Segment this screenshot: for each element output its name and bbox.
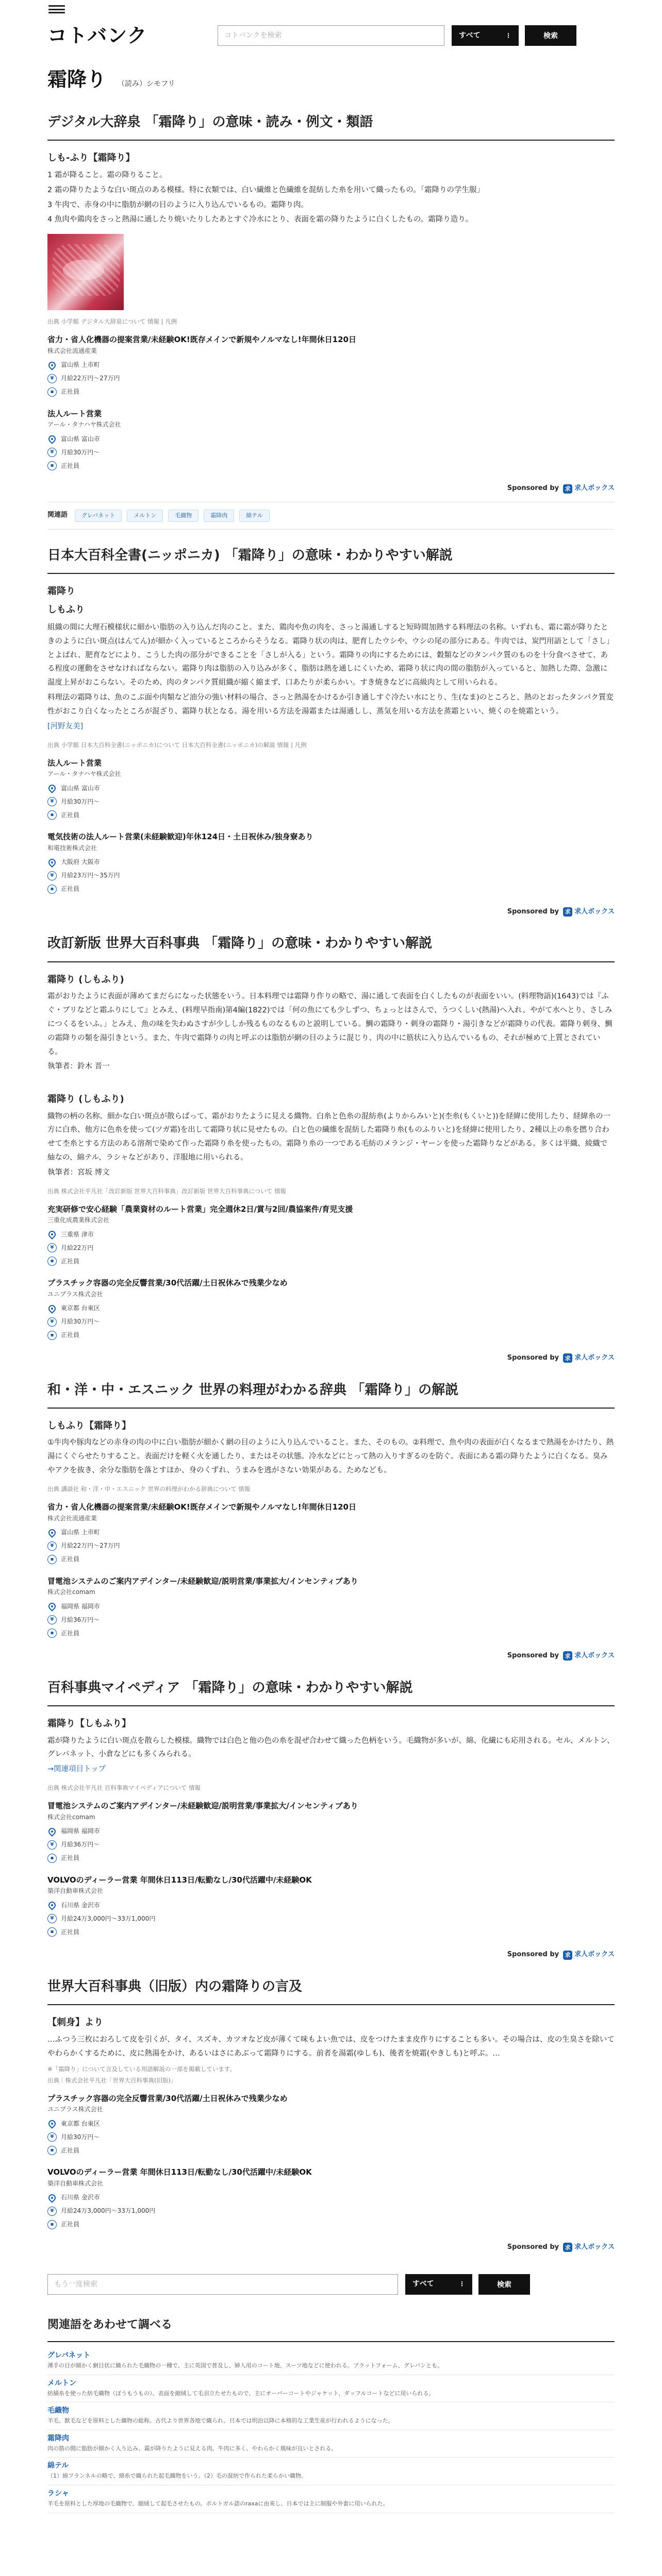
entry-headword: 霜降り【しもふり】	[47, 1718, 131, 1730]
salary-icon: ¥	[47, 1243, 57, 1252]
job-company: 株式会社comam	[47, 1813, 95, 1821]
job-type: 正社員	[61, 1928, 80, 1936]
entry-headword: しもふり【霜降り】	[47, 1420, 131, 1431]
job-location: 富山県 上市町	[61, 361, 100, 369]
job-title[interactable]: プラスチック容器の完全反響営業/30代活躍/土日祝休みで残業少なめ	[47, 2093, 288, 2103]
related-word-item[interactable]	[47, 2347, 615, 2375]
location-icon	[47, 1528, 57, 1538]
author: 執筆者：鈴木 晋一	[47, 1062, 110, 1071]
job-listing[interactable]	[47, 2166, 615, 2231]
source-meta: 出典 小学館 日本大百科全書(ニッポニカ)について 日本大百科全書(ニッポニカ)の解説 情報 | 凡例	[47, 741, 307, 749]
related-word-item[interactable]	[47, 2458, 615, 2485]
employment-icon: ▪	[47, 461, 57, 470]
related-word-link[interactable]: 霜降肉	[47, 2434, 69, 2443]
mention-note: ※「霜降り」について言及している用語解説の一部を掲載しています。	[47, 2065, 236, 2073]
salary-icon: ¥	[47, 1317, 57, 1327]
job-listing[interactable]	[47, 1501, 615, 1566]
related-word-item[interactable]	[47, 2485, 615, 2513]
section-title: 和・洋・中・エスニック 世界の料理がわかる辞典 「霜降り」の解説	[47, 1381, 615, 1409]
kaitei-section	[47, 934, 615, 1364]
sponsor-brand: 求人ボックス	[574, 1353, 615, 1362]
job-location: 大阪府 大阪市	[61, 858, 100, 866]
employment-icon: ▪	[47, 2146, 57, 2155]
definition-3: 3 牛肉で、赤身の中に脂肪が網の目のように入り込んでいるもの。霜降り肉。	[47, 200, 308, 209]
job-type: 正社員	[61, 388, 80, 396]
source-meta: 出典 講談社 和・洋・中・エスニック 世界の料理がわかる辞典について 情報	[47, 1485, 251, 1493]
related-label: 関連語	[47, 511, 68, 519]
site-logo[interactable]: コトバンク	[47, 24, 147, 47]
employment-icon: ▪	[47, 885, 57, 894]
location-icon	[47, 2193, 57, 2203]
related-chip[interactable]: 霜降肉	[204, 510, 234, 522]
job-location: 東京都 台東区	[61, 2120, 100, 2127]
related-word-link[interactable]: メルトン	[47, 2379, 76, 2387]
bottom-search-input[interactable]	[47, 2274, 398, 2295]
explanation-paragraph: 料理法の霜降りは、魚のこぶ面や肉類など油分の強い材料の場合、さっと熱湯をかけるか引き通しすぐ冷たい水にとり、生(なま)のところと、熱のとおったタンパク質変性がおこり白くなったところが混ざり、霜降り状となる。湯を用いる方法を湯霜または湯通しし、蒸気を用いる方法を蒸霜といい、焼くのを焼霜という。	[47, 693, 614, 716]
salary-icon: ¥	[47, 871, 57, 880]
location-icon	[47, 360, 57, 370]
employment-icon: ▪	[47, 1257, 57, 1266]
related-word-item[interactable]	[47, 2375, 615, 2403]
job-listing[interactable]	[47, 1204, 615, 1268]
chevron-down-icon: ⋮	[459, 2280, 465, 2287]
sponsored-label: Sponsored by	[507, 484, 559, 493]
salary-icon: ¥	[47, 2132, 57, 2142]
job-type: 正社員	[61, 1854, 80, 1862]
job-type: 正社員	[61, 1555, 80, 1563]
job-location: 東京都 台東区	[61, 1304, 100, 1312]
source-meta: 出典｜株式会社平凡社「世界大百科事典(旧版)」	[47, 2076, 177, 2084]
location-icon	[47, 1303, 57, 1314]
job-salary: 月給24万3,000円～33万1,000円	[61, 1914, 156, 1922]
explanation-paragraph: 組織の間に大理石模様状に細かい脂肪の入り込んだ肉のこと。また、鶏肉や魚の肉を、さっと湯通しすると短時間加熱する料理法の名称。いずれも、霜に霜が降りたときのように白い斑点(はんてん)が細かく入っているところからそうなる。霜降り状の肉は、肥育したウシや、ウシの尾の部分にある。牛肉では、炭門用語として「さし」とよばれ、肥育などにより、こうした肉の部分ができることを「さしが入る」という。霜降りの肉にするためには、穀類などのタンパク質のものを十分食べさせて、ある程度の運動をさせなければならない。霜降り肉は脂肪の入り込みが多く、脂肪は熱を通しにくいため、霜降り状に肉の間の脂肪が入っていると、加熱した際、急激に温度上昇がおこらない。そのため、肉のタンパク質組織が縮く縮まず、口あたりが柔らかい。すき焼きなどに高級肉として用いられる。	[47, 623, 614, 687]
job-type: 正社員	[61, 462, 80, 469]
job-type: 正社員	[61, 1629, 80, 1637]
location-icon	[47, 1229, 57, 1240]
definition-4: 4 魚肉や鶏肉をさっと熱湯に通したり焼いたりしたあとすぐ冷水にとり、表面を霜の降りたように白くしたもの。霜降り造り。	[47, 215, 473, 224]
salary-icon: ¥	[47, 1615, 57, 1624]
sponsor-brand: 求人ボックス	[574, 907, 615, 916]
employment-icon: ▪	[47, 1927, 57, 1937]
job-salary: 月給30万円～	[61, 1318, 100, 1326]
sponsor-brand: 求人ボックス	[574, 484, 615, 493]
job-location: 石川県 金沢市	[61, 2194, 100, 2201]
job-type: 正社員	[61, 885, 80, 893]
job-listing[interactable]	[47, 1800, 615, 1865]
salary-icon: ¥	[47, 2207, 57, 2216]
page-title: 霜降り	[47, 67, 107, 91]
job-company: 株式会社流通産業	[47, 347, 97, 354]
job-salary: 月給23万円～35万円	[61, 872, 120, 879]
job-location: 三重県 津市	[61, 1230, 94, 1238]
job-company: 株式会社comam	[47, 1588, 95, 1596]
marbled-meat-image[interactable]	[47, 234, 124, 310]
section-title: 改訂新版 世界大百科事典 「霜降り」の意味・わかりやすい解説	[47, 934, 615, 962]
related-chip[interactable]: グレバネット	[75, 510, 122, 522]
related-chip[interactable]: 毛織物	[168, 510, 198, 522]
sponsored-label: Sponsored by	[507, 1652, 559, 1660]
section-title: 百科事典マイペディア 「霜降り」の意味・わかりやすい解説	[47, 1679, 615, 1706]
sponsored-by[interactable]	[47, 1949, 615, 1961]
chevron-down-icon: ⋮	[505, 31, 511, 39]
location-icon	[47, 2119, 57, 2129]
explanation-paragraph: 霜が降りたように白い斑点を散らした模様。織物では白色と他の色の糸を混ぜ合わせて織った色柄をいう。毛織物が多いが、綿、化繊にも応用される。セル、メルトン、グレバネット、小倉などにも多くみられる。	[47, 1736, 615, 1759]
job-company: アール・タナハヤ株式会社	[47, 421, 121, 429]
job-title[interactable]: 電気技術の法人ルート営業(未経験歓迎)年休124日・土日祝休み/独身寮あり	[47, 832, 313, 842]
entry-headword: 霜降り	[47, 586, 75, 597]
sponsored-by[interactable]	[47, 483, 615, 495]
search-scope-select[interactable]	[452, 25, 519, 46]
related-word-desc: 薄手の目が細かく網目状に織られた毛織物の一種で、主に英国で普及し、婦人用のコート地、スーツ地などに使われる。プラットフォーム、グレバンとも。	[47, 2362, 443, 2369]
job-location: 富山県 上市町	[61, 1529, 100, 1536]
wayo-section	[47, 1381, 615, 1662]
job-company: 築洋自動車株式会社	[47, 2179, 104, 2187]
job-title[interactable]: 充実研修で安心経験「農業資材のルート営業」完全週休2日/賞与2回/農協案件/育児支援	[47, 1204, 353, 1214]
section-title: 日本大百科全書(ニッポニカ) 「霜降り」の意味・わかりやすい解説	[47, 546, 615, 574]
sponsored-label: Sponsored by	[507, 907, 559, 916]
entry-headword: 【刺身】より	[47, 2017, 103, 2028]
location-icon	[47, 783, 57, 793]
job-company: ユニプラス株式会社	[47, 1290, 103, 1298]
related-word-item[interactable]	[47, 2430, 615, 2458]
kyujinbox-logo-icon: 求	[563, 907, 572, 917]
entry-headword: 霜降り (しもふり)	[47, 974, 124, 985]
mypedia-section	[47, 1679, 615, 1961]
job-location: 石川県 金沢市	[61, 1901, 100, 1909]
salary-icon: ¥	[47, 374, 57, 383]
job-company: ユニプラス株式会社	[47, 2106, 103, 2113]
salary-icon: ¥	[47, 797, 57, 806]
employment-icon: ▪	[47, 1629, 57, 1638]
sponsored-by[interactable]	[47, 2242, 615, 2253]
author-link[interactable]: [河野友美]	[47, 722, 84, 731]
employment-icon: ▪	[47, 1854, 57, 1863]
salary-icon: ¥	[47, 448, 57, 457]
sponsored-label: Sponsored by	[507, 2243, 559, 2251]
definition-2: 2 霜の降りたような白い斑点のある模様。特に衣類では、白い繊維と色繊維を混紡した糸を用いて織ったもの。「霜降りの学生服」	[47, 185, 484, 194]
employment-icon: ▪	[47, 387, 57, 397]
job-location: 福岡県 福岡市	[61, 1602, 100, 1610]
menu-icon[interactable]	[47, 3, 66, 15]
bottom-search-scope-select[interactable]	[405, 2274, 472, 2295]
explanation-paragraph: 織物の柄の名称。細かな白い斑点が散らばって、霜がおりたように見える織物。白糸と色糸の混紡糸(よりからみいと)(杢糸(もくいと))を経緯に使用したり、経緯糸の一方に白糸、他方に色糸を使って(ツガ霜)を出して霜降り状に見せたもの。白と色の繊維を混紡した霜降り糸(ものふりいと)を経緯に使用したり、2種以上の糸を撚り合わせて杢糸とする方法のある溶剤で染めて作った霜降り糸を使ったもの。霜降り糸の一つである毛紡のメランジ・ヤーンを使った霜降りなどがある。多くは平織、綾織で紬なの、綿テル、ラシャなどがあり、洋服地に用いられる。	[47, 1112, 611, 1162]
entry-headword: 霜降り (しもふり)	[47, 1094, 124, 1105]
explanation-paragraph: ①牛肉や豚肉などの赤身の肉の中に白い脂肪が細かく網の目のように入り込んでいること。また、そのもの。②料理で、魚や肉の表面が白くなるまで熱湯をかけたり、熱湯にくぐらせたりすること。表面だけを軽く火を通したり、またはその状態。冷水などにとって熱の入りすぎるのを防ぐ。表面にある霜の降りたように白くなる。臭みやアクを抜き、余分な脂肪を落とすほか、身のくずれ、うまみを逃がさない効果がある。ためなども。	[47, 1438, 614, 1475]
job-listing[interactable]	[47, 831, 615, 896]
salary-icon: ¥	[47, 1840, 57, 1850]
entry-reading: しもふり	[47, 604, 85, 615]
source-meta: 出典 小学館 デジタル大辞泉について 情報 | 凡例	[47, 318, 177, 326]
job-salary: 月給30万円～	[61, 448, 100, 456]
term-reading: （読み）シモフリ	[118, 79, 175, 88]
related-word-desc: 紡績糸を使った紡毛織物（ぼうもうもの）。表面を縮絨して毛羽立たせたもので、主にオーバーコートやジャケット、ダッフルコートなどに用いられる。	[47, 2389, 435, 2397]
job-type: 正社員	[61, 811, 80, 819]
related-chip[interactable]: 綿テル	[239, 510, 269, 522]
explanation-paragraph: …ふつう三枚におろして皮を引くが、タイ、スズキ、カツオなど皮が薄くて味もよい魚では、皮をつけたまま皮作りにすることも多い。その場合は、皮の生臭さを除いてやわらかくするために、皮に熱湯をかけ、あるいはさにあぶって霜降りにする。前者を湯霜(ゆしも)、後者を焼霜(やきしも)と呼ぶ。…	[47, 2035, 615, 2058]
related-word-item[interactable]	[47, 2402, 615, 2430]
job-salary: 月給22万円	[61, 1244, 94, 1251]
location-icon	[47, 1826, 57, 1837]
search-scope-label: すべて	[412, 2280, 434, 2289]
explanation-paragraph: 霜がおりたように表面が薄めてまだらになった状態をいう。日本料理では霜降り作りの略で、湯に通して表面を白くしたものが表面をいい。(料理物語)(1643)では『ふぐ・ブリなどと霜ふりにして』とみえ、(料理早指南)第4編(1822)では「何の魚にても少しずつ、ちょっとはさんで、うつくしい(熱湯)へ入れ、やがて水へとり、さしみにつくるをいふ。」とみえ、魚の味を失わぬさすが少ししか残るものなるものと説明している。鯛の霜降り・刺身の霜降り・湯引きなどが霜降りの代表。霜降り刺身、鯛の霜降りの類を湯引きという。また、牛肉で霜降りの肉と呼ぶのは脂肪が網の目のように混じり、肉の中に筋状に入り込んでいるもの、それが極めて上質とされている。	[47, 992, 613, 1056]
job-title[interactable]: 省力・省人化機器の提案営業/未経験OK!既存メインで新規やノルマなし!年間休日120日	[47, 335, 356, 345]
kyujinbox-logo-icon: 求	[563, 1353, 572, 1363]
job-listing[interactable]	[47, 757, 615, 822]
kyujinbox-logo-icon: 求	[563, 1651, 572, 1660]
job-salary: 月給30万円～	[61, 2133, 100, 2141]
sponsored-label: Sponsored by	[507, 1353, 559, 1362]
kyujinbox-logo-icon: 求	[563, 1951, 572, 1960]
related-items-link[interactable]: →関連項目トップ	[47, 1765, 106, 1774]
entry-headword: しも‐ふり【霜降り】	[47, 152, 135, 164]
related-word-link[interactable]: 綿テル	[47, 2462, 69, 2470]
sponsor-brand: 求人ボックス	[574, 1652, 615, 1660]
job-salary: 月給30万円～	[61, 798, 100, 805]
job-title[interactable]: 冒電池システムのご案内アデインター/未経験歓迎/説明営業/事業拡大/インセンティブあり	[47, 1801, 358, 1811]
job-listing[interactable]	[47, 1277, 615, 1342]
related-word-desc: 肉の筋の間に脂肪が細かく入り込み、霜が降りたように見える肉。牛肉に多く、やわらかく風味が良いとされる。	[47, 2445, 337, 2452]
sponsor-brand: 求人ボックス	[574, 1951, 615, 1959]
job-company: アール・タナハヤ株式会社	[47, 770, 121, 778]
daijirin-section	[47, 113, 615, 530]
salary-icon: ¥	[47, 1541, 57, 1551]
salary-icon: ¥	[47, 1914, 57, 1923]
job-title[interactable]: VOLVOのディーラー営業 年間休日113日/転勤なし/30代活躍中/未経験OK	[47, 2167, 312, 2177]
job-title[interactable]: 省力・省人化機器の提案営業/未経験OK!既存メインで新規やノルマなし!年間休日120日	[47, 1502, 356, 1512]
related-word-desc: 羊毛、獣毛などを原料とした織物の総称。古代より世界各地で織られ、日本では明治以降に本格的な工業生産が行われるようになった。	[47, 2417, 394, 2425]
location-icon	[47, 1900, 57, 1910]
job-salary: 月給22万円～27万円	[61, 375, 120, 382]
job-company: 株式会社流通産業	[47, 1514, 97, 1522]
employment-icon: ▪	[47, 1555, 57, 1564]
job-title[interactable]: 法人ルート営業	[47, 409, 102, 418]
section-title: デジタル大辞泉 「霜降り」の意味・読み・例文・類語	[47, 113, 615, 141]
location-icon	[47, 434, 57, 444]
bottom-search-bar	[47, 2274, 615, 2295]
sponsored-by[interactable]	[47, 1650, 615, 1662]
employment-icon: ▪	[47, 1331, 57, 1340]
employment-icon: ▪	[47, 2220, 57, 2229]
definition-1: 1 霜が降ること。霜の降りること。	[47, 171, 167, 179]
job-type: 正社員	[61, 2146, 80, 2154]
job-company: 三重化成農業株式会社	[47, 1216, 110, 1224]
sponsor-brand: 求人ボックス	[574, 2243, 615, 2251]
job-salary: 月給36万円～	[61, 1841, 100, 1849]
job-listing[interactable]	[47, 408, 615, 473]
job-location: 富山県 富山市	[61, 784, 100, 792]
sponsored-label: Sponsored by	[507, 1951, 559, 1959]
kyujinbox-logo-icon: 求	[563, 2243, 572, 2252]
job-location: 富山県 富山市	[61, 435, 100, 443]
related-word-desc: （1）綿フランネルの略で、綿糸で織られた起毛織物をいう。（2）毛の混紡で作られた柔らかい織物。	[47, 2472, 307, 2480]
section-title: 世界大百科事典（旧版）内の霜降りの言及	[47, 1977, 615, 2005]
job-listing[interactable]	[47, 334, 615, 399]
job-company: 和電技術株式会社	[47, 844, 97, 852]
location-icon	[47, 857, 57, 868]
job-title[interactable]: VOLVOのディーラー営業 年間休日113日/転勤なし/30代活躍中/未経験OK	[47, 1875, 312, 1885]
job-company: 築洋自動車株式会社	[47, 1887, 104, 1895]
author: 執筆者：宮坂 博文	[47, 1168, 110, 1177]
related-word-link[interactable]: 毛織物	[47, 2406, 69, 2415]
search-button[interactable]: 検索	[525, 25, 576, 46]
source-meta: 出典 株式会社平凡社「改訂新版 世界大百科事典」改訂新版 世界大百科事典について 情報	[47, 1187, 286, 1195]
bottom-search-button[interactable]: 検索	[478, 2274, 530, 2295]
related-words-section	[47, 2315, 615, 2513]
sponsored-by[interactable]	[47, 906, 615, 918]
employment-icon: ▪	[47, 810, 57, 820]
related-chip[interactable]: メルトン	[127, 510, 163, 522]
related-terms-row	[47, 502, 615, 530]
job-title[interactable]: プラスチック容器の完全反響営業/30代活躍/土日祝休みで残業少なめ	[47, 1278, 288, 1288]
job-salary: 月給36万円～	[61, 1616, 100, 1623]
job-listing[interactable]	[47, 1874, 615, 1939]
related-words-title: 関連語をあわせて調べる	[47, 2315, 615, 2343]
job-type: 正社員	[61, 1257, 80, 1265]
job-title[interactable]: 冒電池システムのご案内アデインター/未経験歓迎/説明営業/事業拡大/インセンティブあり	[47, 1576, 358, 1586]
job-salary: 月給24万3,000円～33万1,000円	[61, 2207, 156, 2215]
related-word-link[interactable]: グレバネット	[47, 2351, 91, 2360]
job-listing[interactable]	[47, 1575, 615, 1640]
job-title[interactable]: 法人ルート営業	[47, 758, 102, 768]
search-scope-label: すべて	[459, 31, 481, 40]
kyuban-section	[47, 1977, 615, 2253]
source-meta: 出典 株式会社平凡社 百科事典マイペディアについて 情報	[47, 1784, 201, 1792]
kyujinbox-logo-icon: 求	[563, 484, 572, 494]
search-input[interactable]	[218, 25, 444, 46]
job-salary: 月給22万円～27万円	[61, 1542, 120, 1550]
job-listing[interactable]	[47, 2093, 615, 2158]
job-location: 福岡県 福岡市	[61, 1827, 100, 1835]
related-word-desc: 羊毛を原料とした厚地の毛織物で、縮絨して起毛させたもの。ポルトガル語のraxaに由来し、日本では主に制服や外套に用いられた。	[47, 2500, 389, 2507]
location-icon	[47, 1601, 57, 1612]
nipponica-section	[47, 546, 615, 918]
related-word-link[interactable]: ラシャ	[47, 2489, 69, 2498]
job-type: 正社員	[61, 1331, 80, 1339]
job-type: 正社員	[61, 2221, 80, 2228]
sponsored-by[interactable]	[47, 1352, 615, 1364]
